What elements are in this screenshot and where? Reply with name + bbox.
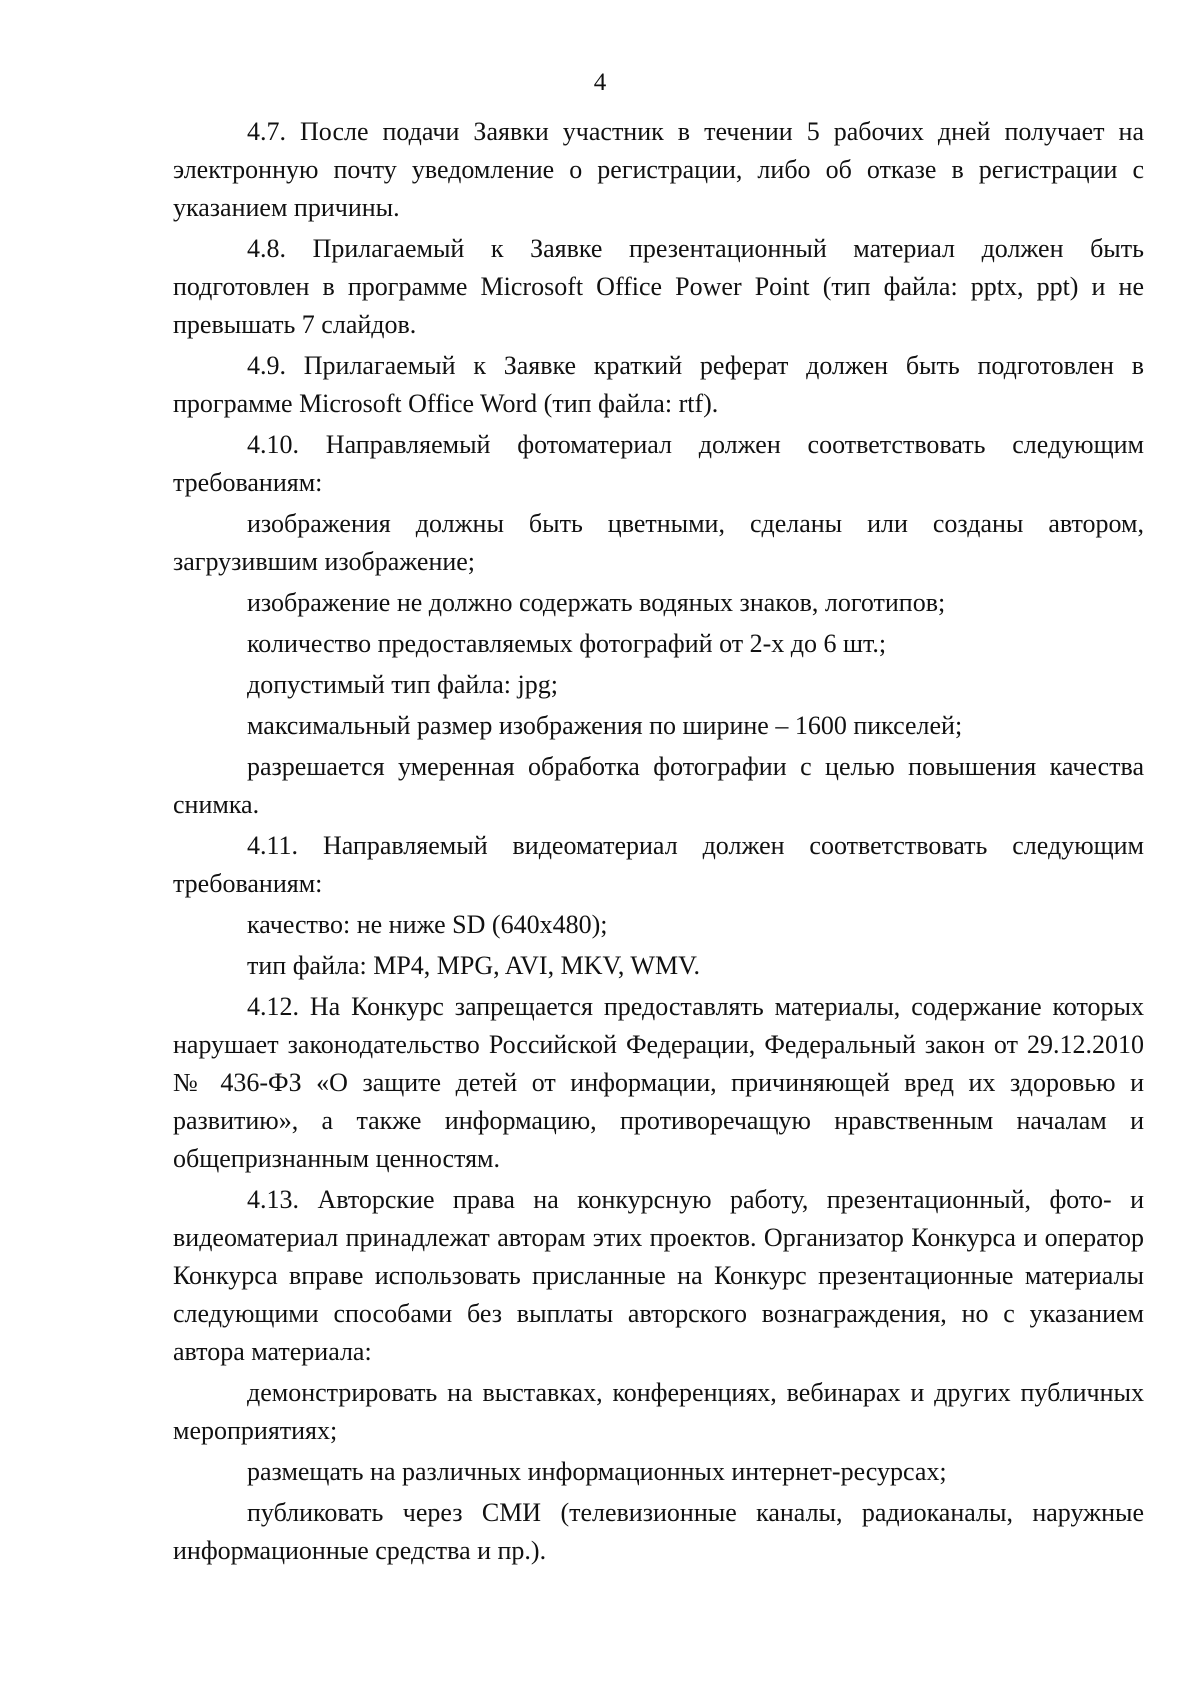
photo-requirement-filetype: допустимый тип файла: jpg;: [247, 670, 558, 699]
usage-internet: размещать на различных информационных интернет-ресурсах;: [247, 1457, 947, 1486]
paragraph-4-8: 4.8. Прилагаемый к Заявке презентационный материал должен быть подготовлен в программе Microsoft Office Power Point (тип файла: pptx, ppt) и не превышать 7 слайдов.: [173, 234, 1144, 339]
photo-requirement-size: максимальный размер изображения по ширине – 1600 пикселей;: [247, 711, 963, 740]
video-requirement-quality: качество: не ниже SD (640x480);: [247, 910, 608, 939]
photo-requirement-watermarks: изображение не должно содержать водяных знаков, логотипов;: [247, 588, 946, 617]
paragraph-4-12: 4.12. На Конкурс запрещается предоставлять материалы, содержание которых нарушает законодательство Российской Федерации, Федеральный закон от 29.12.2010 № 436-ФЗ «О защите детей от информации, причиняющей вред их здоровью и развитию», а также информацию, противоречащую нравственным началам и общепризнанным ценностям.: [173, 992, 1144, 1173]
photo-requirement-count: количество предоставляемых фотографий от 2-х до 6 шт.;: [247, 629, 887, 658]
photo-requirement-color: изображения должны быть цветными, сделаны или созданы автором, загрузившим изображение;: [173, 509, 1144, 576]
usage-media: публиковать через СМИ (телевизионные каналы, радиоканалы, наружные информационные средства и пр.).: [173, 1498, 1144, 1565]
photo-requirement-processing: разрешается умеренная обработка фотографии с целью повышения качества снимка.: [173, 752, 1144, 819]
paragraph-4-11: 4.11. Направляемый видеоматериал должен соответствовать следующим требованиям:: [173, 831, 1144, 898]
video-requirement-filetype: тип файла: MP4, MPG, AVI, MKV, WMV.: [247, 951, 701, 980]
paragraph-4-13: 4.13. Авторские права на конкурсную работу, презентационный, фото- и видеоматериал принадлежат авторам этих проектов. Организатор Конкурса и оператор Конкурса вправе использовать присланные на Конкурс презентационные материалы следующими способами без выплаты авторского вознаграждения, но с указанием автора материала:: [173, 1185, 1144, 1366]
page-number: 4: [593, 69, 607, 96]
paragraph-4-7: 4.7. После подачи Заявки участник в течении 5 рабочих дней получает на электронную почту уведомление о регистрации, либо об отказе в регистрации с указанием причины.: [173, 117, 1144, 222]
paragraph-4-9: 4.9. Прилагаемый к Заявке краткий реферат должен быть подготовлен в программе Microsoft Office Word (тип файла: rtf).: [173, 351, 1144, 418]
usage-demonstrate: демонстрировать на выставках, конференциях, вебинарах и других публичных мероприятиях;: [173, 1378, 1144, 1445]
document-body: [173, 113, 1144, 1570]
paragraph-4-10: 4.10. Направляемый фотоматериал должен соответствовать следующим требованиям:: [173, 430, 1144, 497]
